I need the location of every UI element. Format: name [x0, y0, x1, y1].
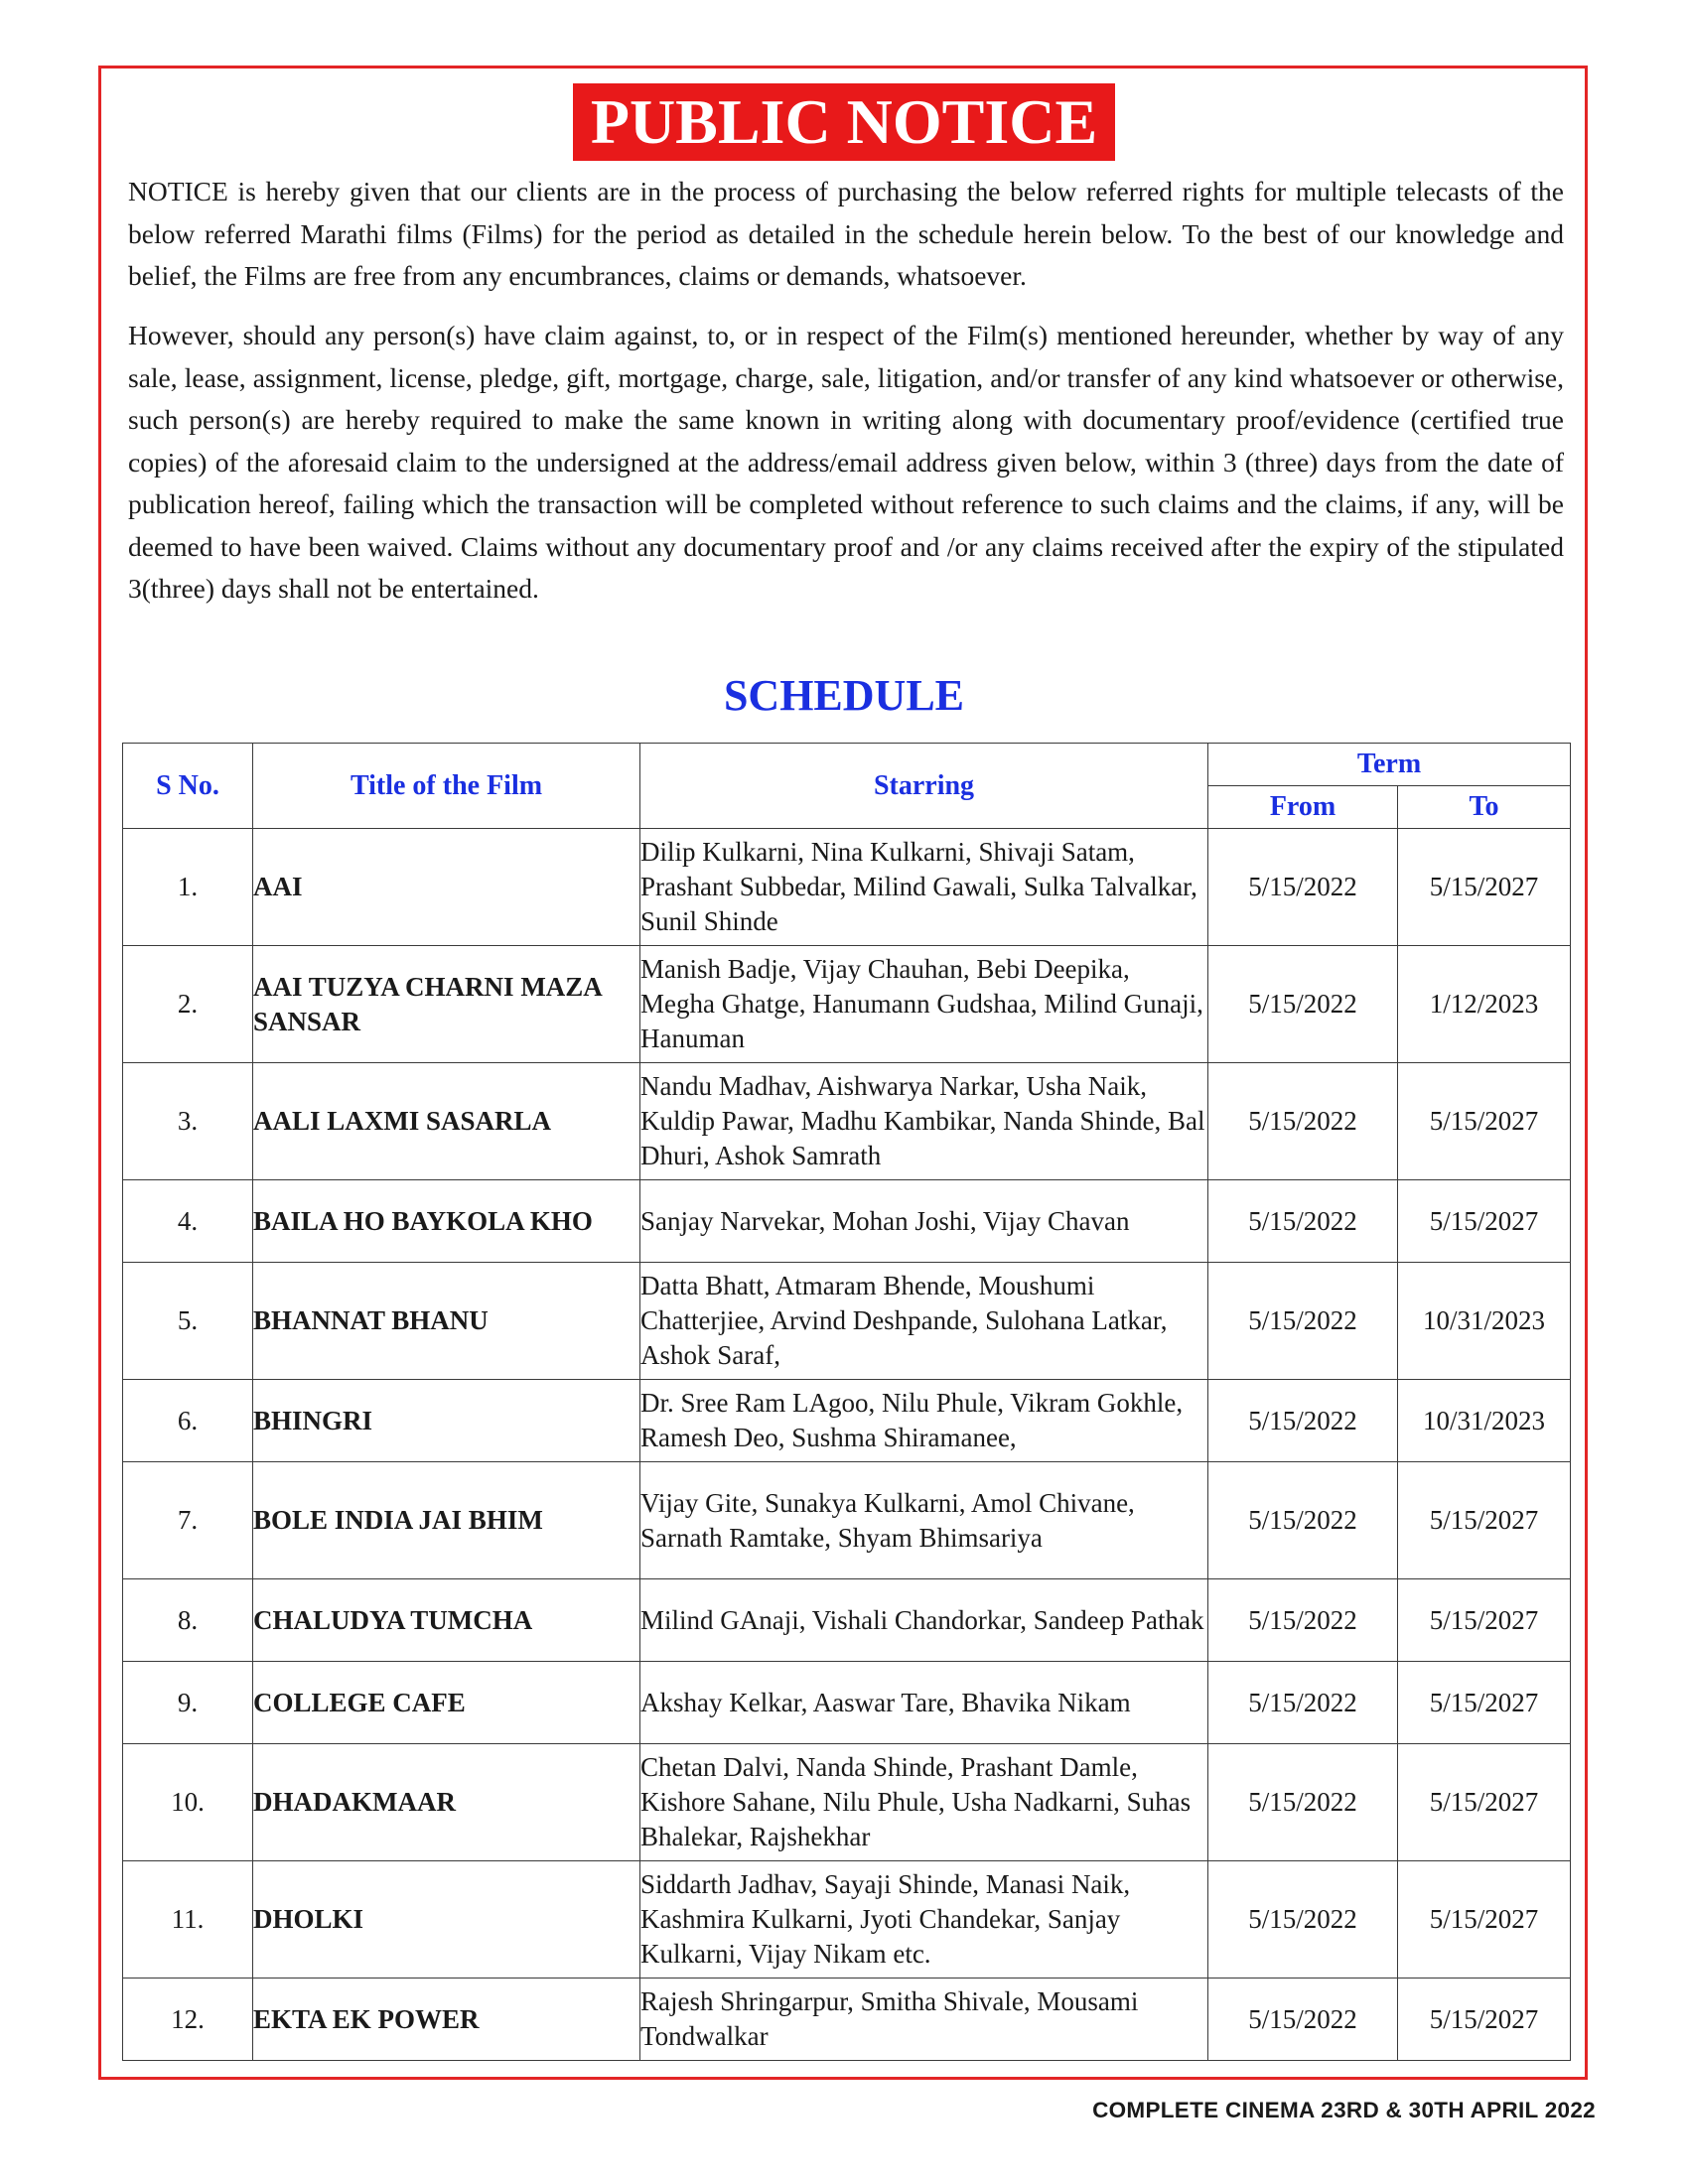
- row-from: 5/15/2022: [1208, 1180, 1398, 1263]
- header-term: Term: [1208, 744, 1571, 786]
- publication-credit: COMPLETE CINEMA 23RD & 30TH APRIL 2022: [1092, 2098, 1596, 2122]
- table-row: [123, 1662, 1571, 1744]
- table-row: [123, 946, 1571, 1063]
- title-banner: [0, 83, 1688, 161]
- row-starring: Nandu Madhav, Aishwarya Narkar, Usha Naik, Kuldip Pawar, Madhu Kambikar, Nanda Shinde, Bal Dhuri, Ashok Samrath: [640, 1063, 1208, 1180]
- row-from: 5/15/2022: [1208, 1662, 1398, 1744]
- schedule-table: [122, 743, 1571, 2061]
- table-row: [123, 1380, 1571, 1462]
- row-sno: 5.: [123, 1263, 253, 1380]
- row-starring: Sanjay Narvekar, Mohan Joshi, Vijay Chavan: [640, 1180, 1208, 1263]
- row-film-title: DHADAKMAAR: [253, 1744, 640, 1861]
- row-film-title: BOLE INDIA JAI BHIM: [253, 1462, 640, 1579]
- row-starring: Akshay Kelkar, Aaswar Tare, Bhavika Nikam: [640, 1662, 1208, 1744]
- row-to: 5/15/2027: [1398, 1063, 1571, 1180]
- row-to: 5/15/2027: [1398, 1180, 1571, 1263]
- row-sno: 7.: [123, 1462, 253, 1579]
- row-starring: Dilip Kulkarni, Nina Kulkarni, Shivaji Satam, Prashant Subbedar, Milind Gawali, Sulka Talvalkar, Sunil Shinde: [640, 829, 1208, 946]
- row-to: 5/15/2027: [1398, 1861, 1571, 1979]
- table-row: [123, 1462, 1571, 1579]
- row-from: 5/15/2022: [1208, 946, 1398, 1063]
- row-sno: 2.: [123, 946, 253, 1063]
- row-from: 5/15/2022: [1208, 1861, 1398, 1979]
- table-row: [123, 1744, 1571, 1861]
- row-film-title: CHALUDYA TUMCHA: [253, 1579, 640, 1662]
- header-from: From: [1208, 786, 1398, 829]
- row-film-title: AAI: [253, 829, 640, 946]
- row-film-title: DHOLKI: [253, 1861, 640, 1979]
- row-from: 5/15/2022: [1208, 1063, 1398, 1180]
- row-film-title: BHINGRI: [253, 1380, 640, 1462]
- row-film-title: BAILA HO BAYKOLA KHO: [253, 1180, 640, 1263]
- header-sno: S No.: [123, 744, 253, 829]
- row-starring: Dr. Sree Ram LAgoo, Nilu Phule, Vikram Gokhle, Ramesh Deo, Sushma Shiramanee,: [640, 1380, 1208, 1462]
- row-sno: 10.: [123, 1744, 253, 1861]
- table-row: [123, 1063, 1571, 1180]
- notice-title: PUBLIC NOTICE: [573, 83, 1115, 161]
- row-from: 5/15/2022: [1208, 1979, 1398, 2061]
- row-starring: Chetan Dalvi, Nanda Shinde, Prashant Damle, Kishore Sahane, Nilu Phule, Usha Nadkarni, Suhas Bhalekar, Rajshekhar: [640, 1744, 1208, 1861]
- row-to: 5/15/2027: [1398, 1979, 1571, 2061]
- row-starring: Manish Badje, Vijay Chauhan, Bebi Deepika, Megha Ghatge, Hanumann Gudshaa, Milind Gunaji, Hanuman: [640, 946, 1208, 1063]
- row-to: 5/15/2027: [1398, 1662, 1571, 1744]
- row-from: 5/15/2022: [1208, 1579, 1398, 1662]
- table-row: [123, 1979, 1571, 2061]
- row-film-title: COLLEGE CAFE: [253, 1662, 640, 1744]
- row-to: 5/15/2027: [1398, 829, 1571, 946]
- row-sno: 11.: [123, 1861, 253, 1979]
- row-to: 5/15/2027: [1398, 1462, 1571, 1579]
- header-title: Title of the Film: [253, 744, 640, 829]
- header-starring: Starring: [640, 744, 1208, 829]
- table-row: [123, 829, 1571, 946]
- row-sno: 3.: [123, 1063, 253, 1180]
- row-sno: 12.: [123, 1979, 253, 2061]
- row-starring: Vijay Gite, Sunakya Kulkarni, Amol Chivane, Sarnath Ramtake, Shyam Bhimsariya: [640, 1462, 1208, 1579]
- row-starring: Siddarth Jadhav, Sayaji Shinde, Manasi Naik, Kashmira Kulkarni, Jyoti Chandekar, Sanjay Kulkarni, Vijay Nikam etc.: [640, 1861, 1208, 1979]
- row-to: 10/31/2023: [1398, 1263, 1571, 1380]
- row-starring: Milind GAnaji, Vishali Chandorkar, Sandeep Pathak: [640, 1579, 1208, 1662]
- row-sno: 6.: [123, 1380, 253, 1462]
- schedule-heading: SCHEDULE: [723, 671, 965, 720]
- row-sno: 8.: [123, 1579, 253, 1662]
- row-from: 5/15/2022: [1208, 1263, 1398, 1380]
- header-to: To: [1398, 786, 1571, 829]
- row-starring: Rajesh Shringarpur, Smitha Shivale, Mousami Tondwalkar: [640, 1979, 1208, 2061]
- row-to: 1/12/2023: [1398, 946, 1571, 1063]
- row-to: 5/15/2027: [1398, 1579, 1571, 1662]
- row-film-title: BHANNAT BHANU: [253, 1263, 640, 1380]
- row-from: 5/15/2022: [1208, 1462, 1398, 1579]
- notice-paragraph-1: NOTICE is hereby given that our clients are in the process of purchasing the below referred rights for multiple telecasts of the below referred Marathi films (Films) for the period as detailed in the schedule herein below. To the best of our knowledge and belief, the Films are free from any encumbrances, claims or demands, whatsoever.: [128, 176, 1564, 291]
- row-sno: 4.: [123, 1180, 253, 1263]
- row-film-title: AALI LAXMI SASARLA: [253, 1063, 640, 1180]
- row-sno: 1.: [123, 829, 253, 946]
- row-sno: 9.: [123, 1662, 253, 1744]
- table-row: [123, 1263, 1571, 1380]
- row-to: 10/31/2023: [1398, 1380, 1571, 1462]
- row-film-title: AAI TUZYA CHARNI MAZA SANSAR: [253, 946, 640, 1063]
- table-row: [123, 1180, 1571, 1263]
- row-from: 5/15/2022: [1208, 829, 1398, 946]
- row-film-title: EKTA EK POWER: [253, 1979, 640, 2061]
- table-row: [123, 1861, 1571, 1979]
- notice-paragraph-2: However, should any person(s) have claim against, to, or in respect of the Film(s) mentioned hereunder, whether by way of any sale, lease, assignment, license, pledge, gift, mortgage, charge, sale, litigation, and/or transfer of any kind whatsoever or otherwise, such person(s) are hereby required to make the same known in writing along with documentary proof/evidence (certified true copies) of the aforesaid claim to the undersigned at the address/email address given below, within 3 (three) days from the date of publication hereof, failing which the transaction will be completed without reference to such claims and the claims, if any, will be deemed to have been waived. Claims without any documentary proof and /or any claims received after the expiry of the stipulated 3(three) days shall not be entertained.: [128, 320, 1564, 604]
- row-to: 5/15/2027: [1398, 1744, 1571, 1861]
- table-row: [123, 1579, 1571, 1662]
- row-starring: Datta Bhatt, Atmaram Bhende, Moushumi Chatterjiee, Arvind Deshpande, Sulohana Latkar, Ashok Saraf,: [640, 1263, 1208, 1380]
- row-from: 5/15/2022: [1208, 1380, 1398, 1462]
- row-from: 5/15/2022: [1208, 1744, 1398, 1861]
